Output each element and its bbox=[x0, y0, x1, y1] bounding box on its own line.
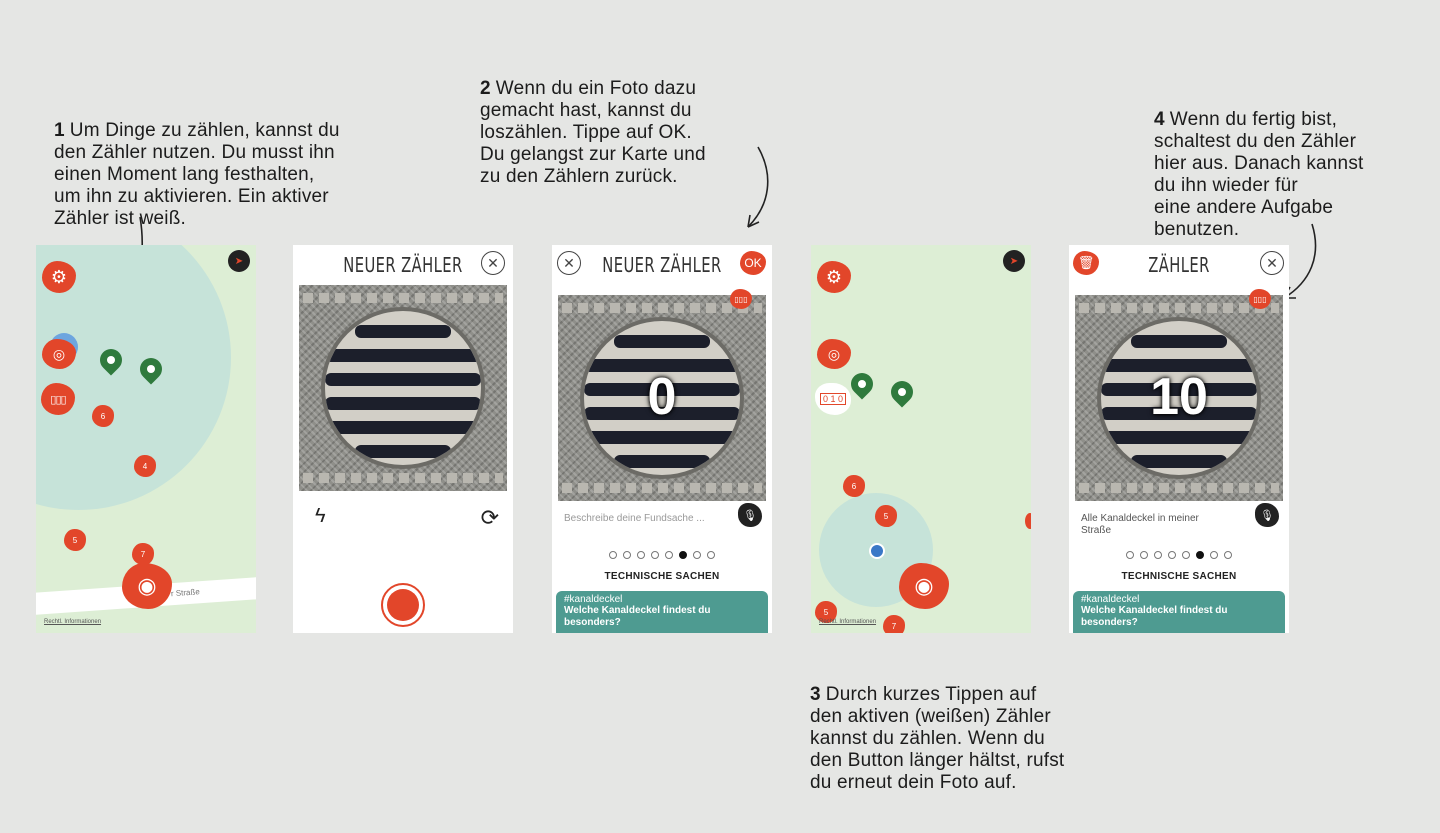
trash-icon[interactable]: 🗑 bbox=[1073, 251, 1099, 275]
arrow-note-2 bbox=[744, 145, 774, 230]
task-question: Welche Kanaldeckel findest du besonders? bbox=[564, 605, 711, 628]
task-question: Welche Kanaldeckel findest du besonders? bbox=[1081, 605, 1228, 628]
map-pin[interactable] bbox=[846, 368, 877, 399]
note-2 bbox=[480, 56, 706, 188]
page-title: NEUER ZÄHLER bbox=[602, 253, 722, 277]
note-text: Durch kurzes Tippen auf den aktiven (weißen) Zähler kannst du zählen. Wenn du den Button länger hältst, rufst du erneut dein Foto auf. bbox=[810, 684, 1065, 793]
task-card[interactable] bbox=[1073, 591, 1285, 633]
camera-button[interactable]: ◉ bbox=[122, 563, 172, 609]
map-marker[interactable]: 6 bbox=[92, 405, 114, 427]
page-title: ZÄHLER bbox=[1148, 253, 1210, 277]
note-4 bbox=[1154, 87, 1364, 241]
note-number: 1 bbox=[54, 120, 65, 141]
active-counter-button[interactable] bbox=[815, 383, 851, 415]
screen-map-inactive bbox=[36, 245, 256, 633]
description-text[interactable]: Alle Kanaldeckel in meiner Straße bbox=[1081, 513, 1199, 536]
hashtag: #kanaldeckel bbox=[564, 594, 623, 605]
legal-link[interactable]: Rechtl. Informationen bbox=[819, 619, 877, 625]
note-1 bbox=[54, 98, 340, 230]
screen-new-counter-photo bbox=[552, 245, 772, 633]
counter-toggle-icon[interactable]: ▯▯▯ bbox=[1249, 289, 1271, 309]
legal-link[interactable]: Rechtl. Informationen bbox=[44, 619, 102, 625]
note-text: Wenn du ein Foto dazu gemacht hast, kannst du loszählen. Tippe auf OK. Du gelangst zur Karte und zu den Zählern zurück. bbox=[480, 78, 706, 187]
close-icon[interactable]: ✕ bbox=[557, 251, 581, 275]
screen-new-counter-camera bbox=[293, 245, 513, 633]
compass-icon[interactable]: ➤ bbox=[1003, 250, 1025, 272]
counter-value[interactable]: 10 bbox=[1150, 368, 1208, 426]
flash-off-icon[interactable]: ϟ bbox=[315, 505, 326, 527]
map-marker[interactable]: 6 bbox=[843, 475, 865, 497]
microphone-icon[interactable]: 🎙 bbox=[1255, 503, 1279, 527]
page-title: NEUER ZÄHLER bbox=[343, 253, 463, 277]
note-number: 2 bbox=[480, 78, 491, 99]
counter-photo bbox=[558, 295, 766, 501]
map-marker[interactable]: 7 bbox=[883, 615, 905, 633]
note-text: Um Dinge zu zählen, kannst du den Zähler nutzen. Du musst ihn einen Moment lang festhalten, um ihn zu aktivieren. Ein aktiver Zähler ist weiß. bbox=[54, 120, 340, 229]
settings-button[interactable]: ⚙ bbox=[42, 261, 76, 293]
map-marker[interactable]: 5 bbox=[64, 529, 86, 551]
description-input[interactable]: Beschreibe deine Fundsache ... bbox=[564, 513, 705, 524]
location-dot bbox=[869, 543, 885, 559]
pagination-dots[interactable] bbox=[1069, 551, 1289, 559]
task-card[interactable] bbox=[556, 591, 768, 633]
counter-button[interactable]: ▯▯▯ bbox=[41, 383, 75, 415]
screen-map-active-counter bbox=[811, 245, 1031, 633]
map-marker[interactable]: 4 bbox=[134, 455, 156, 477]
compass-icon[interactable]: ➤ bbox=[228, 250, 250, 272]
photo-map-button[interactable]: ◎ bbox=[42, 339, 76, 369]
pagination-dots[interactable] bbox=[552, 551, 772, 559]
note-number: 4 bbox=[1154, 109, 1165, 130]
counter-photo bbox=[1075, 295, 1283, 501]
map-edge-marker bbox=[1025, 513, 1031, 529]
photo-map-button[interactable]: ◎ bbox=[817, 339, 851, 369]
counter-icon[interactable]: ▯▯▯ bbox=[730, 289, 752, 309]
screen-counter bbox=[1069, 245, 1289, 633]
settings-button[interactable]: ⚙ bbox=[817, 261, 851, 293]
map-marker[interactable]: 7 bbox=[132, 543, 154, 565]
counter-digits: 0 1 0 bbox=[820, 393, 846, 405]
hashtag: #kanaldeckel bbox=[1081, 594, 1140, 605]
microphone-icon[interactable]: 🎙 bbox=[738, 503, 762, 527]
street-label: r Straße bbox=[170, 587, 201, 599]
map-pin[interactable] bbox=[886, 376, 917, 407]
shutter-button[interactable] bbox=[381, 583, 425, 627]
close-icon[interactable]: ✕ bbox=[1260, 251, 1284, 275]
category-label[interactable]: TECHNISCHE SACHEN bbox=[1121, 571, 1237, 582]
camera-switch-icon[interactable]: ⟳ bbox=[480, 505, 499, 530]
close-icon[interactable]: ✕ bbox=[481, 251, 505, 275]
note-3 bbox=[810, 662, 1064, 794]
map-marker[interactable]: 5 bbox=[875, 505, 897, 527]
ok-button[interactable]: OK bbox=[740, 251, 766, 275]
map-marker[interactable]: 5 bbox=[815, 601, 837, 623]
note-number: 3 bbox=[810, 684, 821, 705]
note-text: Wenn du fertig bist, schaltest du den Zähler hier aus. Danach kannst du ihn wieder für eine andere Aufgabe benutzen. bbox=[1154, 109, 1364, 240]
manhole-cover bbox=[325, 311, 481, 465]
counter-value[interactable]: 0 bbox=[647, 368, 677, 426]
category-label[interactable]: TECHNISCHE SACHEN bbox=[604, 571, 720, 582]
camera-button[interactable]: ◉ bbox=[899, 563, 949, 609]
camera-preview bbox=[299, 285, 507, 491]
